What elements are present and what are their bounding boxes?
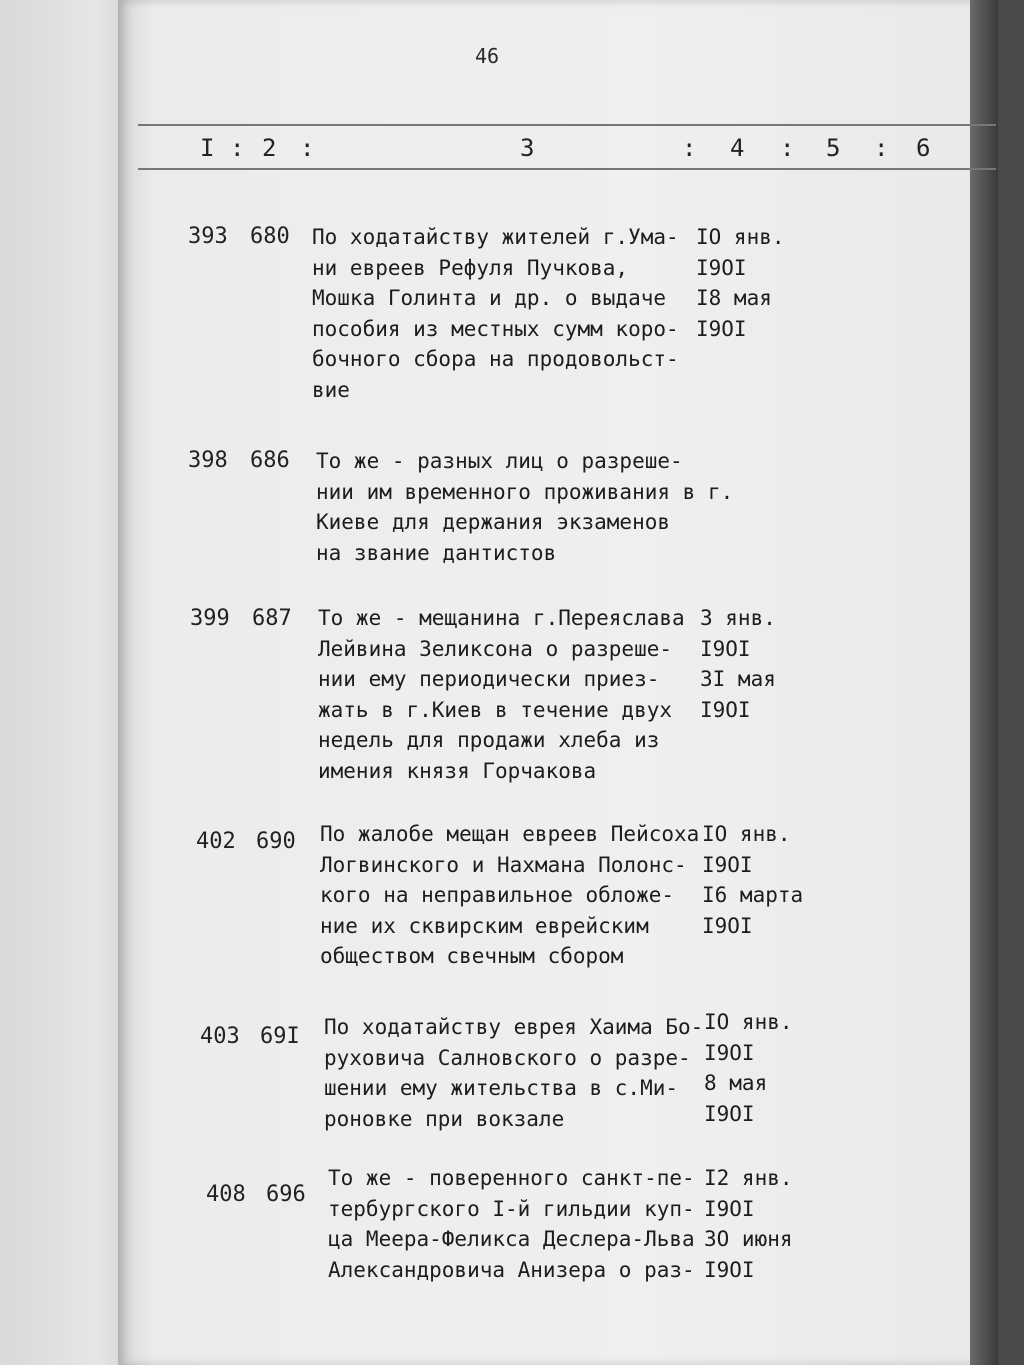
entry-col1: 399 xyxy=(190,606,230,631)
entry-dates: I2 янв. I9OI 3О июня I9OI xyxy=(704,1166,793,1282)
entry-col2: 680 xyxy=(250,224,290,249)
entry-col2: 686 xyxy=(250,448,290,473)
entry-col1: 398 xyxy=(188,448,228,473)
entry-col2: 69I xyxy=(260,1024,300,1049)
entry-col1: 402 xyxy=(196,829,236,854)
col-header-sep: : xyxy=(300,134,315,162)
entry-dates: IО янв. I9OI I6 марта I9OI xyxy=(702,822,804,938)
entry-description: По ходатайству жителей г.Ума- ни евреев Рефуля Пучкова, Мошка Голинта и др. о выдаче пособия из местных сумм коро- бочного сбора на продовольст- вие xyxy=(312,225,679,402)
col-header-4: 4 xyxy=(730,134,745,162)
header-rule-top xyxy=(138,124,996,126)
col-header-5: 5 xyxy=(826,134,841,162)
entry-dates: IО янв. I9OI I8 мая I9OI xyxy=(696,225,785,341)
page-edge-shadow xyxy=(970,0,998,1365)
entry-description: То же - мещанина г.Переяслава Лейвина Зеликсона о разреше- нии ему периодически приез- жать в г.Киев в течение двух недель для продажи хлеба из имения князя Горчакова xyxy=(318,606,685,783)
header-rule-bottom xyxy=(138,168,996,170)
col-header-sep: : xyxy=(874,134,889,162)
entry-col1: 393 xyxy=(188,224,228,249)
col-header-sep: : xyxy=(682,134,697,162)
col-header-2: 2 xyxy=(262,134,277,162)
entry-description: То же - разных лиц о разреше- нии им временного проживания в г. Киеве для держания экзаменов на звание дантистов xyxy=(316,449,734,565)
col-header-sep: : xyxy=(780,134,795,162)
page-number: 46 xyxy=(475,44,500,68)
entry-col2: 687 xyxy=(252,606,292,631)
entry-dates: IО янв. I9OI 8 мая I9OI xyxy=(704,1010,793,1126)
entry-dates: 3 янв. I9OI 3I мая I9OI xyxy=(700,606,776,722)
entry-description: То же - поверенного санкт-пе- тербургского I-й гильдии куп- ца Меера-Феликса Деслера-Льва Александровича Анизера о раз- xyxy=(328,1166,695,1282)
entry-col1: 408 xyxy=(206,1182,246,1207)
col-header-1: I xyxy=(200,134,215,162)
entry-col1: 403 xyxy=(200,1024,240,1049)
entry-col2: 690 xyxy=(256,829,296,854)
col-header-sep: : xyxy=(230,134,245,162)
col-header-3: 3 xyxy=(520,134,535,162)
entry-description: По ходатайству еврея Хаима Бо- руховича Салновского о разре- шении ему жительства в с.Ми- роновке при вокзале xyxy=(324,1015,704,1131)
entry-description: По жалобе мещан евреев Пейсоха Логвинского и Нахмана Полонс- кого на неправильное обложе- ние их сквирским еврейским обществом свечным сбором xyxy=(320,822,700,968)
col-header-6: 6 xyxy=(916,134,931,162)
entry-col2: 696 xyxy=(266,1182,306,1207)
